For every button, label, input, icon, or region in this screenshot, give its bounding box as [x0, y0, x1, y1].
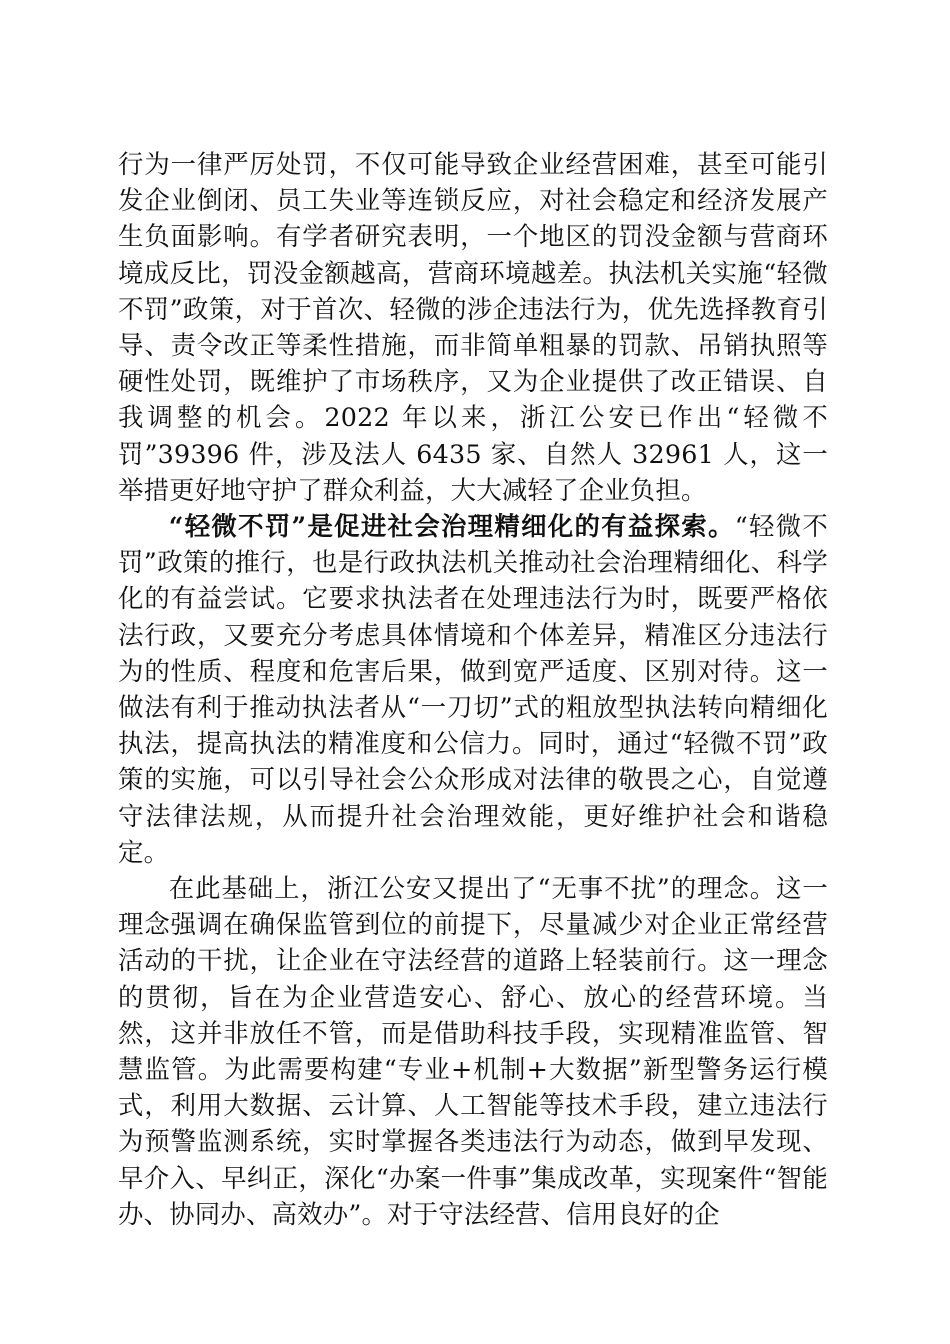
document-page — [118, 146, 828, 1232]
paragraph-1-text: 行为一律严厉处罚，不仅可能导致企业经营困难，甚至可能引发企业倒闭、员工失业等连锁反应，对社会稳定和经济发展产生负面影响。有学者研究表明，一个地区的罚没金额与营商环境成反比，罚没金额越高，营商环境越差。执法机关实施“轻微不罚”政策，对于首次、轻微的涉企违法行为，优先选择教育引导、责令改正等柔性措施，而非简单粗暴的罚款、吊销执照等硬性处罚，既维护了市场秩序，又为企业提供了改正错误、自我调整的机会。2022 年以来，浙江公安已作出“轻微不罚”39396 件，涉及法人 6435 家、自然人 32961 人，这一举措更好地守护了群众利益，大大减轻了企业负担。 — [118, 149, 828, 505]
paragraph-2 — [118, 508, 828, 870]
paragraph-3-text: 在此基础上，浙江公安又提出了“无事不扰”的理念。这一理念强调在确保监管到位的前提下，尽量减少对企业正常经营活动的干扰，让企业在守法经营的道路上轻装前行。这一理念的贯彻，旨在为企业营造安心、舒心、放心的经营环境。当然，这并非放任不管，而是借助科技手段，实现精准监管、智慧监管。为此需要构建“专业+机制+大数据”新型警务运行模式，利用大数据、云计算、人工智能等技术手段，建立违法行为预警监测系统，实时掌握各类违法行为动态，做到早发现、早介入、早纠正，深化“办案一件事”集成改革，实现案件“智能办、协同办、高效办”。对于守法经营、信用良好的企 — [118, 873, 828, 1229]
paragraph-2-heading: “轻微不罚”是促进社会治理精细化的有益探索。 — [168, 511, 735, 542]
paragraph-1 — [118, 146, 828, 508]
paragraph-2-text: “轻微不罚”政策的推行，也是行政执法机关推动社会治理精细化、科学化的有益尝试。它要求执法者在处理违法行为时，既要严格依法行政，又要充分考虑具体情境和个体差异，精准区分违法行为的性质、程度和危害后果，做到宽严适度、区别对待。这一做法有利于推动执法者从“一刀切”式的粗放型执法转向精细化执法，提高执法的精准度和公信力。同时，通过“轻微不罚”政策的实施，可以引导社会公众形成对法律的敬畏之心，自觉遵守法律法规，从而提升社会治理效能，更好维护社会和谐稳定。 — [118, 511, 829, 867]
paragraph-3 — [118, 870, 828, 1232]
